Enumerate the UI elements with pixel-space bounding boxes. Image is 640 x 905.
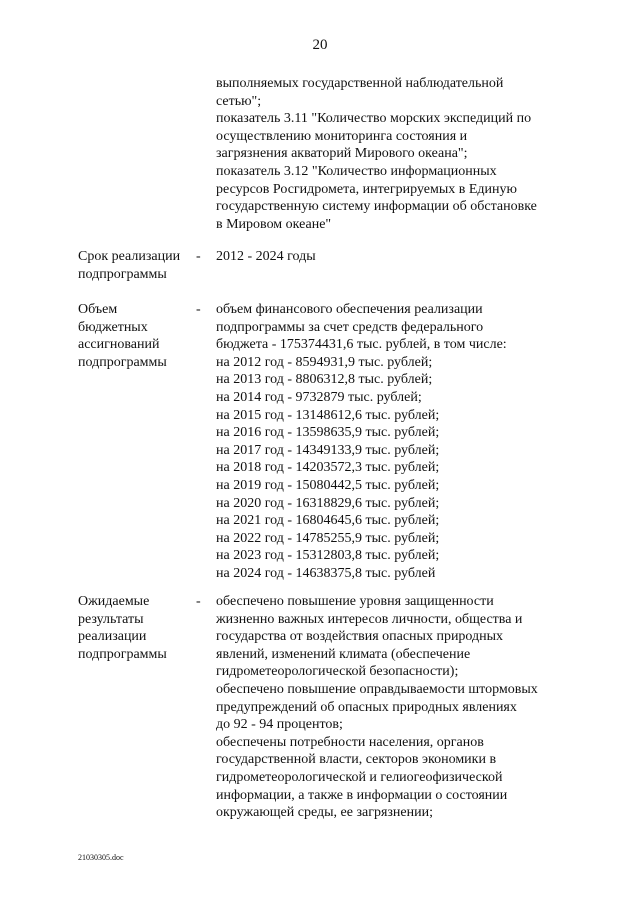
row-dash: - xyxy=(196,249,201,264)
value-line: информации, а также в информации о состоянии xyxy=(216,787,508,803)
value-line: на 2015 год - 13148612,6 тыс. рублей; xyxy=(216,407,440,423)
value-line: 2012 - 2024 годы xyxy=(216,249,316,264)
value-line: на 2012 год - 8594931,9 тыс. рублей; xyxy=(216,354,433,370)
label-line: реализации xyxy=(78,629,147,645)
value-line: бюджета - 175374431,6 тыс. рублей, в том числе: xyxy=(216,337,507,353)
label-line: подпрограммы xyxy=(78,646,167,662)
row-value xyxy=(216,248,596,266)
value-line: государственной власти, секторов экономики в xyxy=(216,752,497,768)
row-dash: - xyxy=(196,302,201,317)
row-value xyxy=(216,593,596,822)
row-label xyxy=(78,248,198,283)
value-line: жизненно важных интересов личности, общества и xyxy=(216,611,523,627)
label-line: Ожидаемые xyxy=(78,594,150,609)
text-line: загрязнения акваторий Мирового океана"; xyxy=(216,146,468,162)
label-line: ассигнований xyxy=(78,337,160,353)
label-line: бюджетных xyxy=(78,319,148,335)
footer-filename: 21030305.doc xyxy=(78,853,124,862)
value-line: на 2018 год - 14203572,3 тыс. рублей; xyxy=(216,460,440,476)
text-line: показатель 3.11 "Количество морских экспедиций по xyxy=(216,111,532,127)
value-line: на 2021 год - 16804645,6 тыс. рублей; xyxy=(216,513,440,529)
value-line: окружающей среды, ее загрязнении; xyxy=(216,805,433,821)
value-line: на 2014 год - 9732879 тыс. рублей; xyxy=(216,389,422,405)
row-dash: - xyxy=(196,594,201,609)
text-line: ресурсов Росгидромета, интегрируемых в Единую xyxy=(216,181,517,197)
value-line: на 2024 год - 14638375,8 тыс. рублей xyxy=(216,565,436,581)
continuation-text xyxy=(216,75,596,233)
value-line: на 2013 год - 8806312,8 тыс. рублей; xyxy=(216,372,433,388)
label-line: подпрограммы xyxy=(78,266,167,282)
text-line: выполняемых государственной наблюдательной xyxy=(216,76,504,91)
value-line: обеспечены потребности населения, органов xyxy=(216,734,484,750)
text-line: государственную систему информации об обстановке xyxy=(216,199,537,215)
page-number: 20 xyxy=(312,37,328,53)
value-line: гидрометеорологической безопасности); xyxy=(216,664,459,680)
value-line: до 92 - 94 процентов; xyxy=(216,717,343,733)
text-line: сетью"; xyxy=(216,93,262,109)
value-line: обеспечено повышение уровня защищенности xyxy=(216,594,494,609)
value-line: на 2022 год - 14785255,9 тыс. рублей; xyxy=(216,530,440,546)
row-label xyxy=(78,301,198,371)
row-label xyxy=(78,593,198,663)
value-line: на 2016 год - 13598635,9 тыс. рублей; xyxy=(216,425,440,441)
value-line: объем финансового обеспечения реализации xyxy=(216,302,483,317)
row-value xyxy=(216,301,596,583)
value-line: подпрограммы за счет средств федерального xyxy=(216,319,484,335)
text-line: показатель 3.12 "Количество информационных xyxy=(216,163,497,179)
value-line: на 2023 год - 15312803,8 тыс. рублей; xyxy=(216,548,440,564)
label-line: результаты xyxy=(78,611,144,627)
label-line: Объем xyxy=(78,302,118,317)
value-line: на 2020 год - 16318829,6 тыс. рублей; xyxy=(216,495,440,511)
value-line: предупреждений об опасных природных явлениях xyxy=(216,699,517,715)
value-line: государства от воздействия опасных природных xyxy=(216,629,504,645)
text-line: в Мировом океане" xyxy=(216,216,332,232)
value-line: гидрометеорологической и гелиогеофизической xyxy=(216,769,503,785)
value-line: на 2019 год - 15080442,5 тыс. рублей; xyxy=(216,477,440,493)
value-line: явлений, изменений климата (обеспечение xyxy=(216,646,471,662)
label-line: подпрограммы xyxy=(78,354,167,370)
label-line: Срок реализации xyxy=(78,249,181,264)
value-line: на 2017 год - 14349133,9 тыс. рублей; xyxy=(216,442,440,458)
value-line: обеспечено повышение оправдываемости штормовых xyxy=(216,681,538,697)
text-line: осуществлению мониторинга состояния и xyxy=(216,128,468,144)
